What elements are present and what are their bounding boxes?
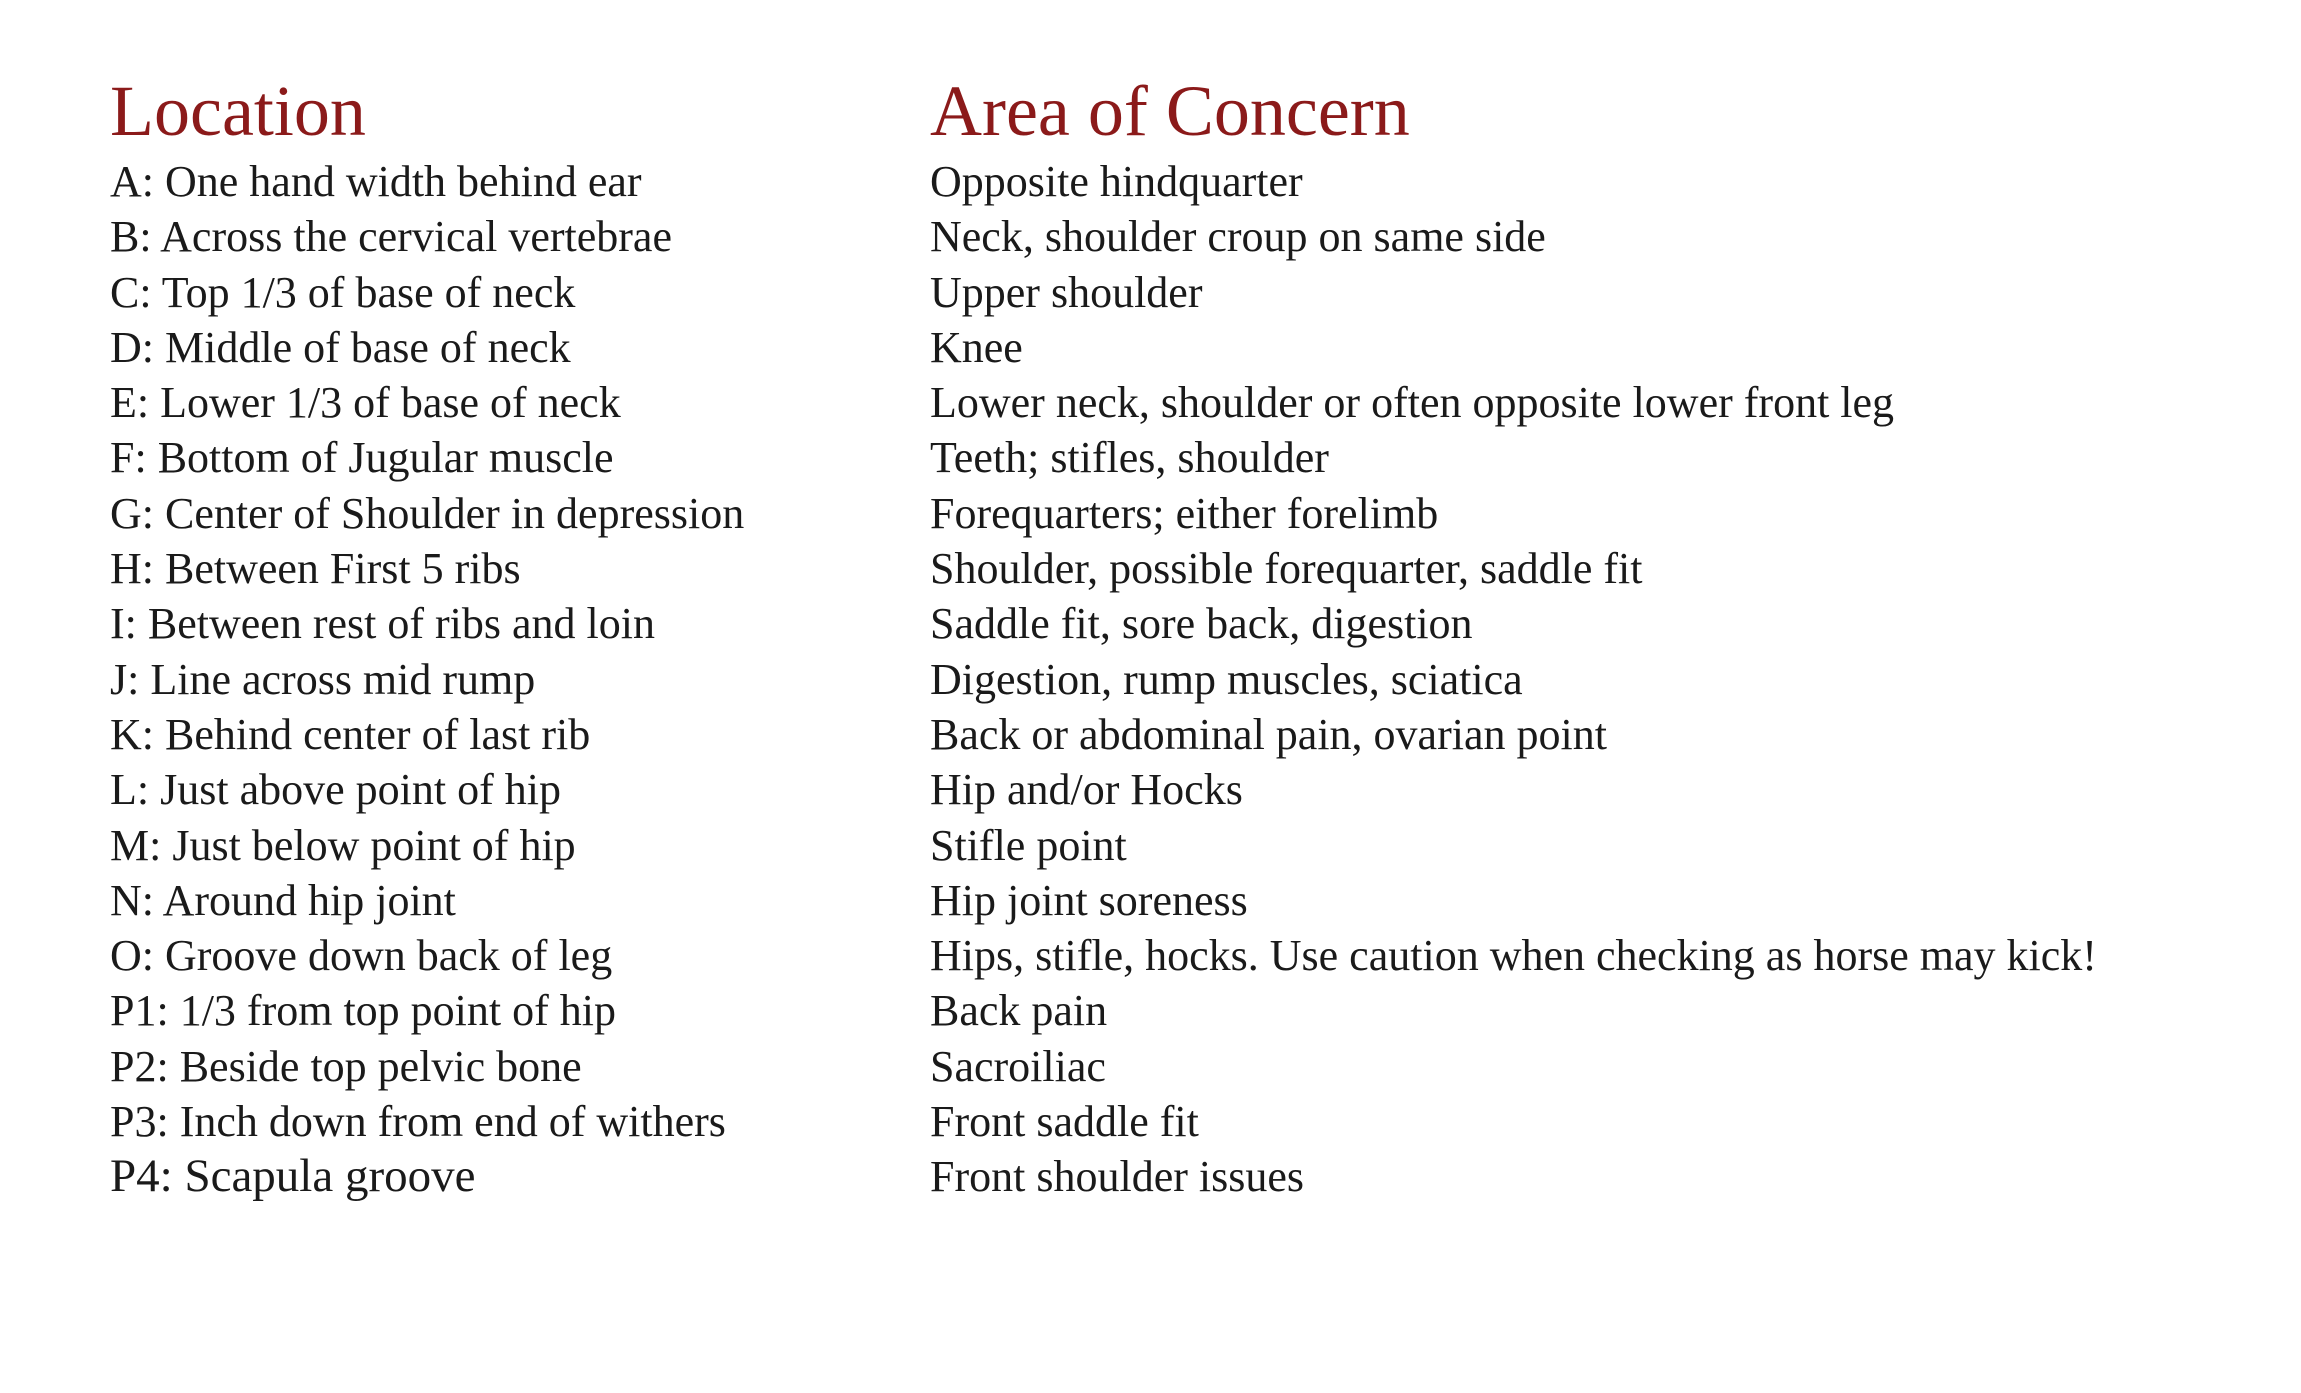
concern-item: Stifle point	[930, 820, 1127, 870]
location-item: F: Bottom of Jugular muscle	[110, 433, 614, 483]
concern-item: Teeth; stifles, shoulder	[930, 433, 1329, 483]
location-item: K: Behind center of last rib	[110, 709, 591, 759]
location-item: B: Across the cervical vertebrae	[110, 212, 672, 262]
location-item: H: Between First 5 ribs	[110, 544, 521, 594]
concern-item: Upper shoulder	[930, 267, 1203, 317]
concern-item: Back pain	[930, 986, 1108, 1036]
concern-item: Back or abdominal pain, ovarian point	[930, 709, 1607, 759]
concern-item: Lower neck, shoulder or often opposite lower front leg	[930, 378, 1895, 428]
concern-item: Sacroiliac	[930, 1041, 1106, 1091]
concern-list	[930, 154, 2270, 1205]
location-item: J: Line across mid rump	[110, 654, 536, 704]
location-item: P1: 1/3 from top point of hip	[110, 986, 616, 1036]
concern-item: Shoulder, possible forequarter, saddle fit	[930, 544, 1643, 594]
concern-item: Hips, stifle, hocks. Use caution when checking as horse may kick!	[930, 931, 2097, 981]
location-item: O: Groove down back of leg	[110, 931, 613, 981]
location-item: L: Just above point of hip	[110, 765, 561, 815]
concern-item: Knee	[930, 322, 1023, 372]
location-item: N: Around hip joint	[110, 875, 456, 925]
location-item: P4: Scapula groove	[110, 1150, 476, 1203]
location-item: E: Lower 1/3 of base of neck	[110, 378, 621, 428]
location-item: A: One hand width behind ear	[110, 157, 642, 206]
location-heading: Location	[110, 71, 366, 151]
concern-column	[930, 72, 2270, 1205]
concern-item: Opposite hindquarter	[930, 157, 1303, 206]
concern-item: Neck, shoulder croup on same side	[930, 212, 1546, 262]
location-item: I: Between rest of ribs and loin	[110, 599, 655, 649]
concern-item: Hip and/or Hocks	[930, 765, 1243, 815]
concern-heading: Area of Concern	[930, 71, 1410, 151]
concern-item: Forequarters; either forelimb	[930, 488, 1439, 538]
location-item: P3: Inch down from end of withers	[110, 1097, 726, 1147]
location-item: G: Center of Shoulder in depression	[110, 488, 745, 538]
location-column	[110, 72, 890, 1205]
location-list	[110, 154, 890, 1205]
concern-item: Digestion, rump muscles, sciatica	[930, 654, 1523, 704]
location-item: M: Just below point of hip	[110, 820, 576, 870]
concern-item: Saddle fit, sore back, digestion	[930, 599, 1473, 649]
location-item: C: Top 1/3 of base of neck	[110, 267, 576, 317]
concern-item: Front saddle fit	[930, 1097, 1199, 1147]
concern-item: Hip joint soreness	[930, 875, 1248, 925]
location-item: P2: Beside top pelvic bone	[110, 1041, 582, 1091]
concern-item: Front shoulder issues	[930, 1152, 1304, 1202]
location-item: D: Middle of base of neck	[110, 322, 571, 372]
